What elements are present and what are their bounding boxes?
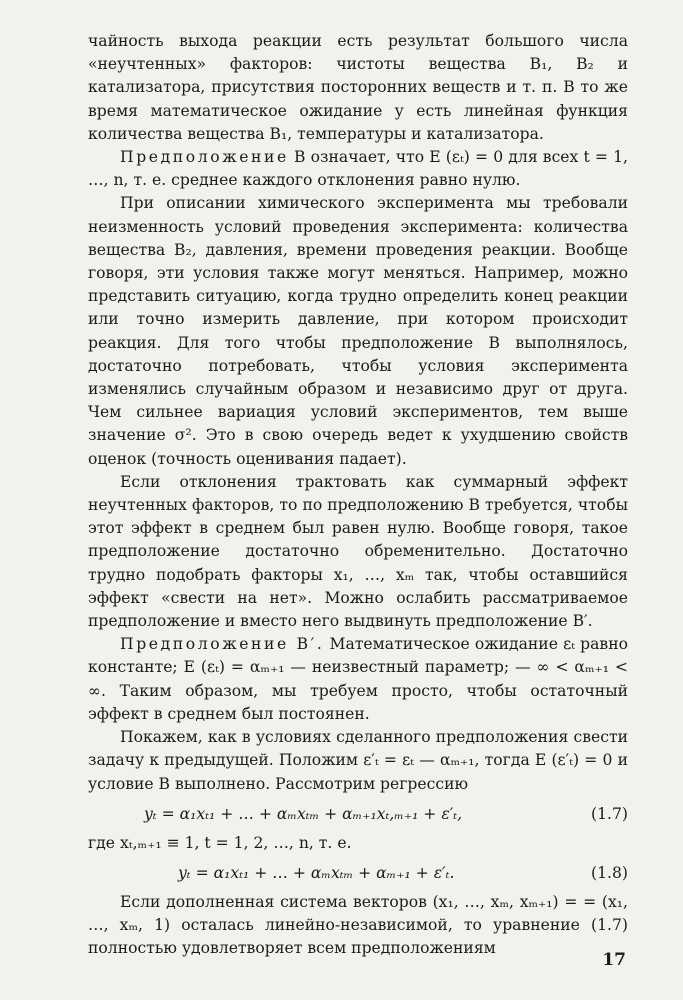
equation-1-7 xyxy=(88,799,628,829)
assumption-b-text: В означает, что E (εₜ) = 0 для всех t = 1, …, n, т. е. среднее каждого отклонения равно нулю. xyxy=(88,148,628,190)
assumption-b-prime-text: Математическое ожидание εₜ равно константе; E (εₜ) = αₘ₊₁ — неизвестный параметр; — ∞ < αₘ₊₁ < ∞. Таким образом, мы требуем просто, чтобы остаточный эффект в среднем был постоянен. xyxy=(88,635,628,723)
equation-1-8 xyxy=(88,858,628,888)
paragraph-8: Если дополненная система векторов (x₁, …, xₘ, xₘ₊₁) = = (x₁, …, xₘ, 1) осталась линейно-независимой, то уравнение (1.7) полностью удовлетворяет всем предположениям xyxy=(88,892,628,958)
equation-1-8-number: (1.8) xyxy=(591,863,628,882)
paragraph-assumption-b-prime xyxy=(88,633,628,726)
paragraph-4: Если отклонения трактовать как суммарный эффект неучтенных факторов, то по предположению В требуется, чтобы этот эффект в среднем был равен нулю. Вообще говоря, такое предположение достаточно обременительно. Достаточно трудно подобрать факторы x₁, …, xₘ так, чтобы оставшийся эффект «свести на нет». Можно ослабить рассматриваемое предположение и вместо него выдвинуть предположение В′. xyxy=(88,472,628,631)
paragraph-7: где xₜ,ₘ₊₁ ≡ 1, t = 1, 2, …, n, т. е. xyxy=(88,833,352,852)
assumption-b-heading: Предположение xyxy=(120,148,289,167)
page-text xyxy=(88,30,628,961)
equation-1-7-number: (1.7) xyxy=(591,804,628,823)
paragraph-1: чайность выхода реакции есть результат большого числа «неучтенных» факторов: чистоты вещества B₁, B₂ и катализатора, присутствия посторонних веществ и т. п. В то же время математическое ожидание y есть линейная функция количества вещества B₁, температуры и катализатора. xyxy=(88,32,628,143)
paragraph-6: Покажем, как в условиях сделанного предположения свести задачу к предыдущей. Положим ε′ₜ = εₜ — αₘ₊₁, тогда E (ε′ₜ) = 0 и условие В выполнено. Рассмотрим регрессию xyxy=(88,728,628,793)
equation-1-7-body: yₜ = α₁xₜ₁ + … + αₘxₜₘ + αₘ₊₁xₜ,ₘ₊₁ + ε′ₜ, xyxy=(144,804,463,823)
page-number: 17 xyxy=(602,950,626,970)
paragraph-assumption-b xyxy=(88,146,628,192)
paragraph-3: При описании химического эксперимента мы требовали неизменность условий проведения эксперимента: количества вещества B₂, давления, времени проведения реакции. Вообще говоря, эти условия также могут меняться. Например, можно представить ситуацию, когда трудно определить конец реакции или точно измерить давление, при котором происходит реакция. Для того чтобы предположение В выполнялось, достаточно потребовать, чтобы условия эксперимента изменялись случайным образом и независимо друг от друга. Чем сильнее вариация условий экспериментов, тем выше значение σ². Это в свою очередь ведет к ухудшению свойств оценок (точность оценивания падает). xyxy=(88,194,628,468)
assumption-b-prime-heading: Предположение В′. xyxy=(120,635,325,654)
equation-1-8-body: yₜ = α₁xₜ₁ + … + αₘxₜₘ + αₘ₊₁ + ε′ₜ. xyxy=(178,863,455,882)
